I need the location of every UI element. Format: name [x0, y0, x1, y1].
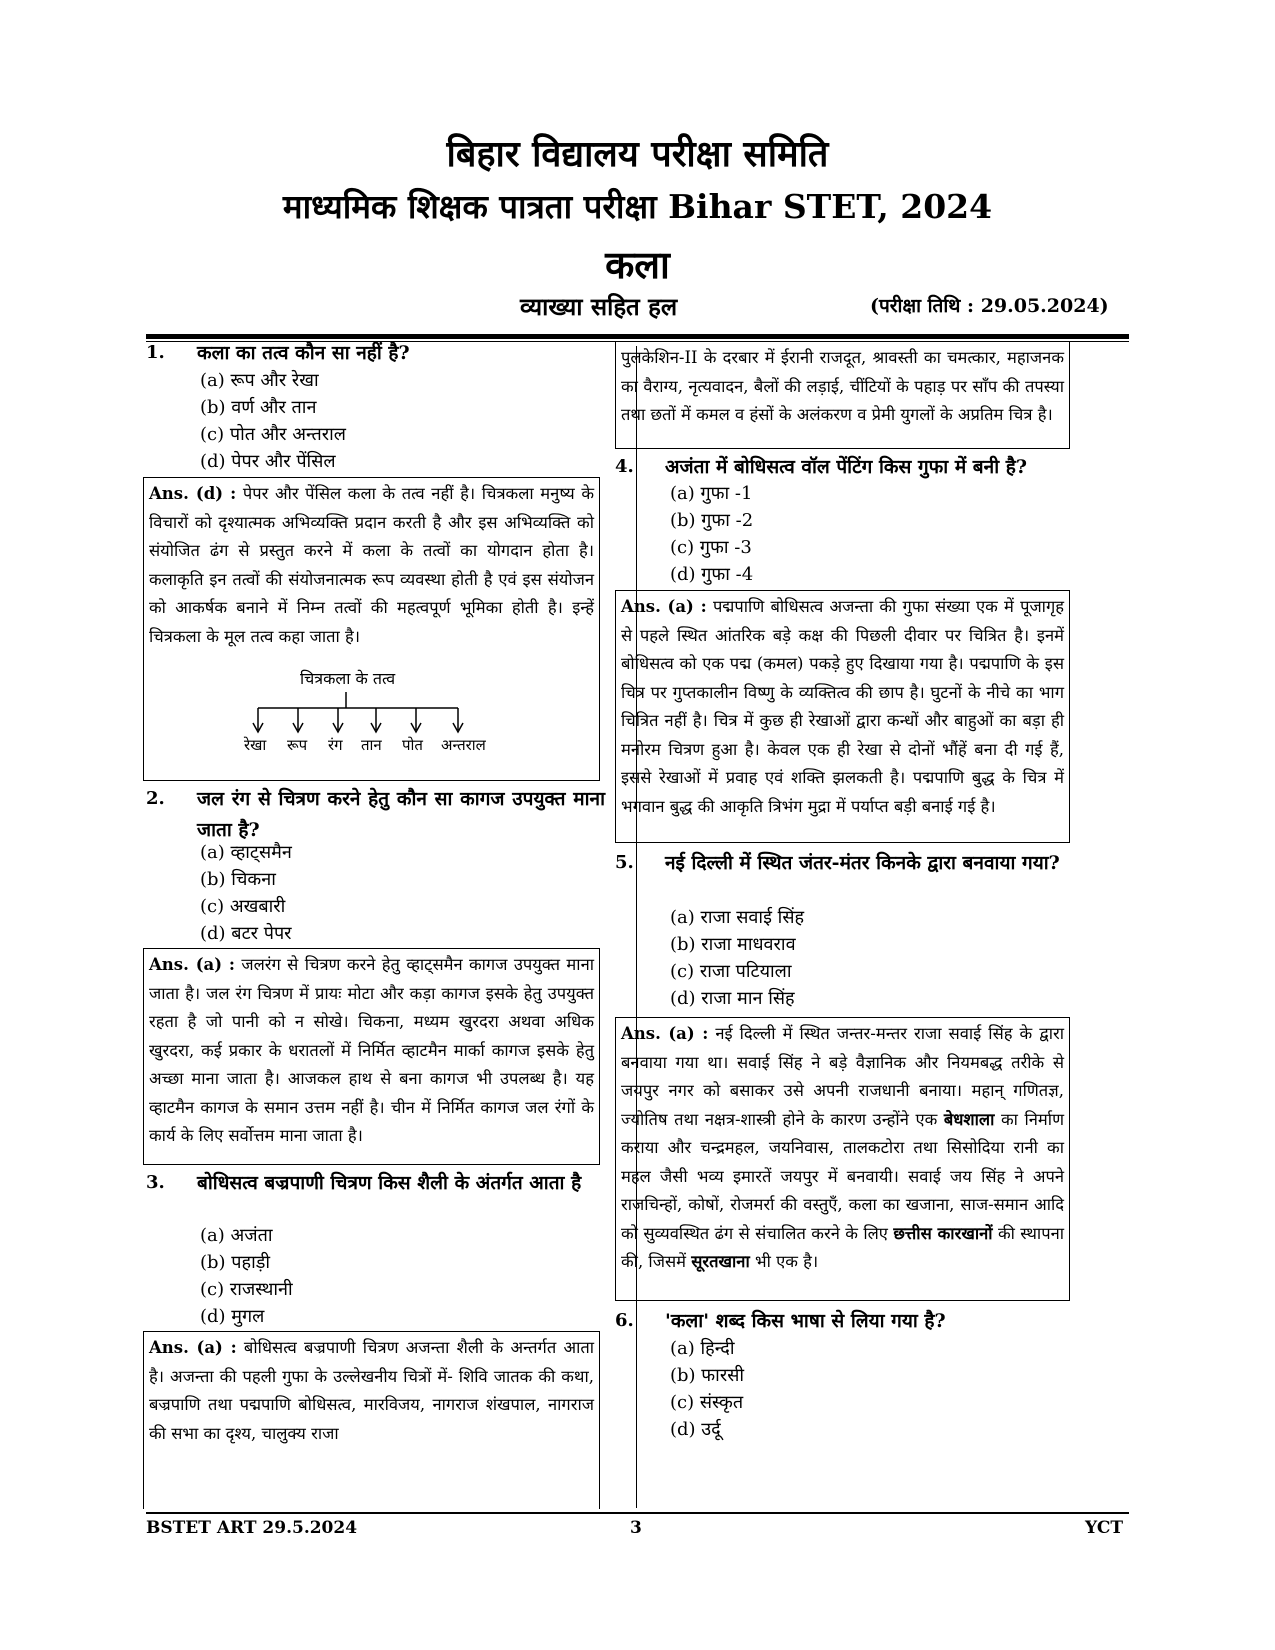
option: (b) पहाड़ी — [200, 1252, 271, 1273]
option: (a) अजंता — [200, 1225, 273, 1246]
option: (c) संस्कृत — [670, 1392, 744, 1413]
option: (a) हिन्दी — [670, 1338, 735, 1359]
diagram-arrows — [253, 708, 463, 732]
answer-bold-term: छत्तीस कारखानों — [893, 1223, 993, 1243]
question-4-text: अजंता में बोधिसत्व वॉल पेंटिंग किस गुफा में बनी है? — [665, 456, 1027, 478]
answer-text: बोधिसत्व बज्रपाणी चित्रण अजन्ता शैली के अन्तर्गत आता है। अजन्ता की पहली गुफा के उल्लेखनीय चित्रों में- शिवि जातक की कथा, बज्रपाणि तथा पद्मपाणि बोधिसत्व, मारविजय, नागराज शंखपाल, नागराज की सभा का दृश्य, चालुक्य राजा — [149, 1338, 594, 1443]
option: (a) व्हाट्समैन — [200, 842, 292, 863]
diagram-title: चित्रकला के तत्व — [300, 669, 396, 688]
diagram-item: तान — [361, 736, 382, 754]
question-number: 4. — [615, 456, 634, 477]
option: (b) राजा माधवराव — [670, 934, 796, 955]
option: (b) चिकना — [200, 869, 276, 890]
subtitle: व्याख्या सहित हल — [520, 292, 678, 321]
option: (c) गुफा -3 — [670, 537, 752, 558]
footer-left: BSTET ART 29.5.2024 — [146, 1518, 358, 1538]
footer-right: YCT — [1085, 1518, 1124, 1538]
question-text — [197, 338, 627, 369]
question-text — [665, 848, 1073, 879]
answer-text-continued: पुलकेशिन-II के दरबार में ईरानी राजदूत, श्रावस्ती का चमत्कार, महाजनक का वैराग्य, नृत्यवादन, बैलों की लड़ाई, चींटियों के पहाड़ पर साँप की तपस्या तथा छतों में कमल व हंसों के अलंकरण व प्रेमी युगलों के अप्रतिम चित्र है। — [621, 348, 1064, 424]
question-text — [197, 784, 605, 846]
answer-label: Ans. (d) : — [149, 484, 237, 503]
answer-text: जलरंग से चित्रण करने हेतु व्हाट्समैन कागज उपयुक्त माना जाता है। जल रंग चित्रण में प्रायः मोटा और कड़ा कागज इसके हेतु उपयुक्त रहता है जो पानी को न सोखे। चिकना, मध्यम खुरदरा अथवा अधिक खुरदरा, कई प्रकार के धरातलों में निर्मित व्हाटमैन मार्का कागज इसके हेतु अच्छा माना जाता है। आजकल हाथ से बना कागज भी उपलब्ध है। यह व्हाटमैन कागज के समान उत्तम नहीं है। चीन में निर्मित कागज जल रंगों के कार्य के लिए सर्वोत्तम माना जाता है। — [149, 955, 595, 1145]
question-number: 3. — [146, 1172, 165, 1193]
question-number: 2. — [146, 788, 165, 809]
answer-label: Ans. (a) : — [621, 597, 707, 616]
answer-text: का निर्माण कराया और चन्द्रमहल, जयनिवास, तालकटोरा तथा सिसोदिया रानी का महल जैसी भव्य इमारतें जयपुर में बनवायी। सवाई जय सिंह ने अपने राजचिन्हों, कोषों, रोजमर्रा की वस्तुएँ, कला का खजाना, साज-समान आदि को सुव्यवस्थित ढंग से संचालित करने के लिए — [621, 1109, 1065, 1243]
option: (b) वर्ण और तान — [200, 397, 317, 418]
page-number: 3 — [630, 1518, 642, 1538]
answer-text: पेपर और पेंसिल कला के तत्व नहीं है। चित्रकला मनुष्य के विचारों को दृश्यात्मक अभिव्यक्ति प्रदान करती है और इस अभिव्यक्ति को संयोजित ढंग से प्रस्तुत करने में कला के तत्वों का योगदान होता है। कलाकृति इन तत्वों की संयोजनात्मक रूप व्यवस्था होती है एवं इस संयोजन को आकर्षक बनाने में निम्न तत्वों की महत्वपूर्ण भूमिका होती है। इन्हें चित्रकला के मूल तत्व कहा जाता है। — [149, 484, 595, 646]
option: (a) रूप और रेखा — [200, 370, 319, 391]
answer-text: पद्मपाणि बोधिसत्व अजन्ता की गुफा संख्या एक में पूजागृह से पहले स्थित आंतरिक बड़े कक्ष की पिछली दीवार पर चित्रित है। इनमें बोधिसत्व को एक पद्म (कमल) पकड़े हुए दिखाया गया है। पद्मपाणि के इस चित्र पर गुप्तकालीन विष्णु के व्यक्तित्व की छाप है। घुटनों के नीचे का भाग चित्रित नहीं है। चित्र में कुछ ही रेखाओं द्वारा कन्धों और बाहुओं का बड़ा ही मनोरम चित्रण हुआ है। केवल एक ही रेखा से दोनों भौंहें बना दी गई हैं, इससे रेखाओं में प्रवाह एवं शक्ति झलकती है। पद्मपाणि बुद्ध के चित्र में भगवान बुद्ध की आकृति त्रिभंग मुद्रा में पर्याप्त बड़ी बनाई गई है। — [621, 597, 1065, 816]
option: (a) गुफा -1 — [670, 483, 753, 504]
answer-box — [143, 948, 600, 1165]
option: (c) राजा पटियाला — [670, 961, 792, 982]
option: (b) फारसी — [670, 1365, 745, 1386]
option: (c) अखबारी — [200, 896, 286, 917]
option: (d) गुफा -4 — [670, 564, 754, 585]
option: (d) बटर पेपर — [200, 923, 292, 944]
question-3-text: बोधिसत्व बज्रपाणी चित्रण किस शैली के अंतर्गत आता है — [197, 1172, 582, 1194]
answer-bold-term: सूरतखाना — [691, 1252, 750, 1271]
answer-text: भी एक है। — [755, 1252, 819, 1271]
question-1-text: कला का तत्व कौन सा नहीं है? — [197, 342, 410, 364]
question-number: 1. — [146, 342, 165, 363]
question-text — [665, 1306, 1075, 1337]
answer-box — [615, 1017, 1070, 1301]
board-title: बिहार विद्यालय परीक्षा समिति — [446, 133, 829, 175]
option: (d) पेपर और पेंसिल — [200, 451, 336, 472]
diagram-item: रूप — [287, 736, 308, 754]
footer-rule — [146, 1512, 1129, 1514]
elements-diagram — [240, 692, 480, 738]
exam-title: माध्यमिक शिक्षक पात्रता परीक्षा Bihar STET, 2024 — [282, 187, 993, 226]
column-divider — [636, 346, 637, 1508]
question-text — [665, 452, 1075, 483]
diagram-item: अन्तराल — [441, 736, 486, 754]
answer-label: Ans. (a) : — [149, 1338, 237, 1357]
option: (c) राजस्थानी — [200, 1279, 293, 1300]
answer-label: Ans. (a) : — [621, 1024, 709, 1043]
question-number: 5. — [615, 852, 634, 873]
answer-text: की स्थापना की, जिसमें — [621, 1223, 1065, 1271]
diagram-item: रेखा — [244, 736, 267, 754]
option: (d) राजा मान सिंह — [670, 988, 795, 1009]
answer-box — [615, 590, 1070, 843]
question-2-text: जल रंग से चित्रण करने हेतु कौन सा कागज उपयुक्त माना जाता है? — [197, 788, 605, 841]
diagram-item: रंग — [328, 736, 343, 754]
exam-date: (परीक्षा तिथि : 29.05.2024) — [870, 295, 1109, 317]
option: (d) मुगल — [200, 1306, 265, 1327]
answer-box-continued — [615, 342, 1070, 449]
option: (c) पोत और अन्तराल — [200, 424, 346, 445]
diagram-item: पोत — [402, 736, 423, 754]
question-6-text: 'कला' शब्द किस भाषा से लिया गया है? — [665, 1310, 946, 1332]
option: (a) राजा सवाई सिंह — [670, 907, 805, 928]
option: (d) उर्दू — [670, 1419, 721, 1440]
question-5-text: नई दिल्ली में स्थित जंतर-मंतर किनके द्वारा बनवाया गया? — [665, 852, 1060, 874]
subject-title: कला — [605, 242, 670, 287]
answer-label: Ans. (a) : — [149, 955, 235, 974]
option: (b) गुफा -2 — [670, 510, 754, 531]
answer-box — [143, 1331, 600, 1509]
answer-text: नई दिल्ली में स्थित जन्तर-मन्तर राजा सवाई सिंह के द्वारा बनवाया गया था। सवाई सिंह ने बड़े वैज्ञानिक और नियमबद्ध तरीके से जयपुर नगर को बसाकर उसे अपनी राजधानी बनाया। महान् गणितज्ञ, ज्योतिष तथा नक्षत्र-शास्त्री होने के कारण उन्होंने एक — [621, 1024, 1065, 1129]
answer-bold-term: बेधशाला — [943, 1109, 995, 1129]
question-text — [197, 1168, 605, 1199]
question-number: 6. — [615, 1310, 634, 1331]
